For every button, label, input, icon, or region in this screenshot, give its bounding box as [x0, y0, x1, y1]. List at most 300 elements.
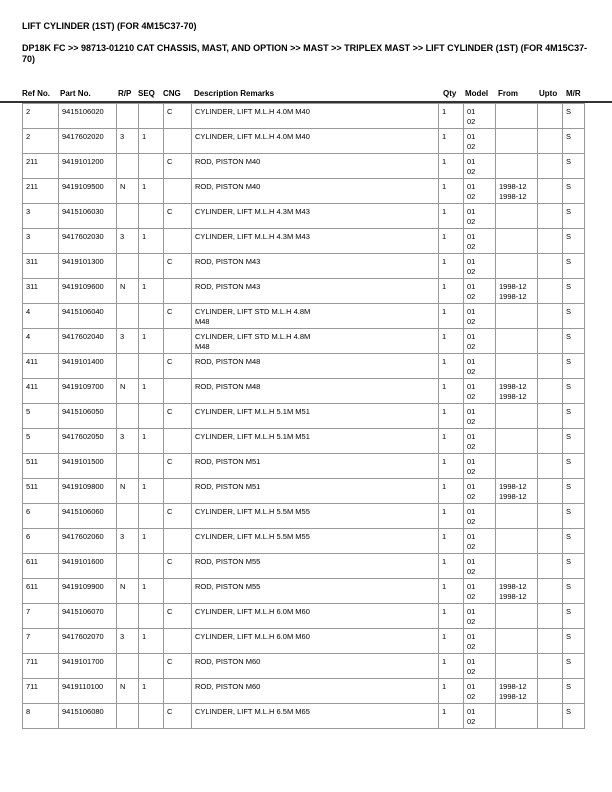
cell-seq: 1	[139, 129, 164, 154]
cell-description: CYLINDER, LIFT M.L.H 5.5M M55	[192, 529, 439, 554]
cell-model: 01 02	[464, 454, 496, 479]
cell-qty: 1	[439, 704, 464, 729]
cell-upto	[538, 254, 563, 279]
cell-seq: 1	[139, 629, 164, 654]
cell-from: 1998-12 1998-12	[496, 479, 538, 504]
cell-rp	[117, 704, 139, 729]
cell-ref-no: 511	[23, 454, 59, 479]
cell-part-no: 9419109800	[59, 479, 117, 504]
cell-mr: S	[563, 304, 585, 329]
table-row[interactable]	[23, 129, 585, 154]
cell-part-no: 9419109500	[59, 179, 117, 204]
cell-part-no: 9419101700	[59, 654, 117, 679]
cell-from: 1998-12 1998-12	[496, 179, 538, 204]
cell-description: CYLINDER, LIFT M.L.H 6.0M M60	[192, 604, 439, 629]
cell-ref-no: 711	[23, 679, 59, 704]
cell-cng	[164, 229, 192, 254]
cell-cng	[164, 429, 192, 454]
table-row[interactable]	[23, 279, 585, 304]
table-row[interactable]	[23, 379, 585, 404]
column-header-seq: SEQ	[138, 89, 155, 98]
cell-ref-no: 411	[23, 354, 59, 379]
cell-ref-no: 5	[23, 404, 59, 429]
cell-cng	[164, 329, 192, 354]
cell-part-no: 9415106020	[59, 104, 117, 129]
cell-seq: 1	[139, 529, 164, 554]
cell-description: CYLINDER, LIFT M.L.H 4.0M M40	[192, 104, 439, 129]
cell-ref-no: 3	[23, 229, 59, 254]
cell-upto	[538, 354, 563, 379]
cell-part-no: 9417602050	[59, 429, 117, 454]
cell-description: CYLINDER, LIFT STD M.L.H 4.8M M48	[192, 329, 439, 354]
cell-from	[496, 329, 538, 354]
cell-rp: N	[117, 379, 139, 404]
cell-from: 1998-12 1998-12	[496, 679, 538, 704]
cell-upto	[538, 379, 563, 404]
cell-mr: S	[563, 179, 585, 204]
cell-cng	[164, 579, 192, 604]
cell-part-no: 9417602020	[59, 129, 117, 154]
cell-part-no: 9415106040	[59, 304, 117, 329]
cell-part-no: 9415106070	[59, 604, 117, 629]
cell-qty: 1	[439, 679, 464, 704]
cell-mr: S	[563, 629, 585, 654]
cell-from	[496, 104, 538, 129]
cell-upto	[538, 154, 563, 179]
cell-qty: 1	[439, 354, 464, 379]
cell-description: ROD, PISTON M40	[192, 179, 439, 204]
cell-seq: 1	[139, 179, 164, 204]
table-row[interactable]	[23, 479, 585, 504]
cell-model: 01 02	[464, 579, 496, 604]
cell-qty: 1	[439, 104, 464, 129]
cell-cng: C	[164, 254, 192, 279]
table-row[interactable]	[23, 629, 585, 654]
cell-from	[496, 254, 538, 279]
cell-from	[496, 354, 538, 379]
cell-description: CYLINDER, LIFT M.L.H 6.5M M65	[192, 704, 439, 729]
cell-cng: C	[164, 104, 192, 129]
cell-description: ROD, PISTON M40	[192, 154, 439, 179]
cell-cng: C	[164, 354, 192, 379]
cell-upto	[538, 279, 563, 304]
table-row[interactable]	[23, 179, 585, 204]
cell-part-no: 9417602030	[59, 229, 117, 254]
cell-cng	[164, 129, 192, 154]
cell-mr: S	[563, 654, 585, 679]
cell-from	[496, 529, 538, 554]
cell-seq: 1	[139, 329, 164, 354]
cell-seq	[139, 354, 164, 379]
cell-mr: S	[563, 254, 585, 279]
cell-upto	[538, 679, 563, 704]
cell-seq	[139, 704, 164, 729]
cell-seq	[139, 154, 164, 179]
cell-upto	[538, 604, 563, 629]
cell-description: ROD, PISTON M51	[192, 454, 439, 479]
cell-part-no: 9419101300	[59, 254, 117, 279]
cell-description: CYLINDER, LIFT M.L.H 4.3M M43	[192, 204, 439, 229]
cell-seq: 1	[139, 229, 164, 254]
cell-upto	[538, 629, 563, 654]
cell-rp: 3	[117, 129, 139, 154]
cell-model: 01 02	[464, 304, 496, 329]
cell-rp	[117, 304, 139, 329]
cell-part-no: 9417602040	[59, 329, 117, 354]
cell-ref-no: 2	[23, 129, 59, 154]
table-row[interactable]	[23, 554, 585, 579]
cell-qty: 1	[439, 404, 464, 429]
cell-from	[496, 404, 538, 429]
cell-mr: S	[563, 154, 585, 179]
cell-from	[496, 154, 538, 179]
cell-qty: 1	[439, 254, 464, 279]
cell-rp: N	[117, 479, 139, 504]
cell-ref-no: 311	[23, 254, 59, 279]
table-row[interactable]	[23, 704, 585, 729]
cell-mr: S	[563, 604, 585, 629]
cell-description: ROD, PISTON M55	[192, 579, 439, 604]
cell-rp	[117, 404, 139, 429]
cell-from	[496, 704, 538, 729]
cell-mr: S	[563, 354, 585, 379]
cell-rp: 3	[117, 429, 139, 454]
column-header-model: Model	[465, 89, 489, 98]
cell-seq: 1	[139, 579, 164, 604]
cell-ref-no: 6	[23, 529, 59, 554]
cell-model: 01 02	[464, 429, 496, 454]
cell-description: ROD, PISTON M48	[192, 354, 439, 379]
cell-seq	[139, 104, 164, 129]
cell-upto	[538, 204, 563, 229]
page-title: LIFT CYLINDER (1ST) (FOR 4M15C37-70)	[22, 21, 197, 31]
cell-model: 01 02	[464, 129, 496, 154]
cell-rp: 3	[117, 629, 139, 654]
cell-model: 01 02	[464, 204, 496, 229]
cell-ref-no: 311	[23, 279, 59, 304]
cell-ref-no: 3	[23, 204, 59, 229]
cell-rp	[117, 104, 139, 129]
cell-part-no: 9415106030	[59, 204, 117, 229]
table-row[interactable]	[23, 354, 585, 379]
cell-seq: 1	[139, 379, 164, 404]
cell-ref-no: 8	[23, 704, 59, 729]
cell-seq	[139, 254, 164, 279]
cell-model: 01 02	[464, 104, 496, 129]
cell-cng: C	[164, 654, 192, 679]
cell-model: 01 02	[464, 504, 496, 529]
cell-mr: S	[563, 679, 585, 704]
table-row[interactable]	[23, 204, 585, 229]
cell-ref-no: 2	[23, 104, 59, 129]
table-row[interactable]	[23, 604, 585, 629]
cell-part-no: 9419101400	[59, 354, 117, 379]
table-row[interactable]	[23, 679, 585, 704]
cell-description: CYLINDER, LIFT M.L.H 4.0M M40	[192, 129, 439, 154]
cell-mr: S	[563, 104, 585, 129]
cell-ref-no: 7	[23, 629, 59, 654]
cell-seq: 1	[139, 429, 164, 454]
cell-rp: 3	[117, 229, 139, 254]
cell-upto	[538, 529, 563, 554]
cell-ref-no: 411	[23, 379, 59, 404]
cell-cng	[164, 379, 192, 404]
cell-qty: 1	[439, 629, 464, 654]
cell-rp	[117, 454, 139, 479]
cell-ref-no: 5	[23, 429, 59, 454]
cell-mr: S	[563, 479, 585, 504]
cell-cng	[164, 629, 192, 654]
cell-upto	[538, 504, 563, 529]
cell-rp	[117, 154, 139, 179]
cell-seq	[139, 604, 164, 629]
cell-model: 01 02	[464, 554, 496, 579]
table-row[interactable]	[23, 104, 585, 129]
cell-model: 01 02	[464, 179, 496, 204]
cell-ref-no: 7	[23, 604, 59, 629]
table-row[interactable]	[23, 429, 585, 454]
cell-seq	[139, 654, 164, 679]
cell-qty: 1	[439, 529, 464, 554]
cell-upto	[538, 654, 563, 679]
cell-model: 01 02	[464, 604, 496, 629]
cell-ref-no: 611	[23, 579, 59, 604]
cell-from	[496, 504, 538, 529]
column-header-description: Description Remarks	[194, 89, 275, 98]
cell-model: 01 02	[464, 154, 496, 179]
cell-mr: S	[563, 379, 585, 404]
cell-qty: 1	[439, 179, 464, 204]
cell-cng	[164, 279, 192, 304]
cell-part-no: 9415106080	[59, 704, 117, 729]
cell-seq: 1	[139, 479, 164, 504]
cell-qty: 1	[439, 654, 464, 679]
cell-model: 01 02	[464, 529, 496, 554]
cell-ref-no: 611	[23, 554, 59, 579]
cell-qty: 1	[439, 204, 464, 229]
cell-model: 01 02	[464, 404, 496, 429]
cell-part-no: 9419101200	[59, 154, 117, 179]
cell-qty: 1	[439, 579, 464, 604]
cell-qty: 1	[439, 429, 464, 454]
cell-from	[496, 204, 538, 229]
column-header-part-no: Part No.	[60, 89, 91, 98]
cell-rp	[117, 554, 139, 579]
cell-part-no: 9417602060	[59, 529, 117, 554]
table-row[interactable]	[23, 404, 585, 429]
cell-qty: 1	[439, 304, 464, 329]
cell-rp: N	[117, 279, 139, 304]
table-row[interactable]	[23, 229, 585, 254]
cell-description: CYLINDER, LIFT M.L.H 5.5M M55	[192, 504, 439, 529]
cell-description: ROD, PISTON M60	[192, 679, 439, 704]
cell-upto	[538, 454, 563, 479]
cell-mr: S	[563, 504, 585, 529]
cell-cng: C	[164, 204, 192, 229]
cell-rp	[117, 604, 139, 629]
table-row[interactable]	[23, 254, 585, 279]
cell-cng: C	[164, 304, 192, 329]
cell-upto	[538, 404, 563, 429]
table-row[interactable]	[23, 529, 585, 554]
column-header-mr: M/R	[566, 89, 581, 98]
cell-model: 01 02	[464, 329, 496, 354]
cell-mr: S	[563, 404, 585, 429]
cell-seq	[139, 454, 164, 479]
cell-from	[496, 304, 538, 329]
cell-model: 01 02	[464, 629, 496, 654]
cell-seq: 1	[139, 279, 164, 304]
cell-cng: C	[164, 554, 192, 579]
cell-part-no: 9417602070	[59, 629, 117, 654]
cell-description: CYLINDER, LIFT STD M.L.H 4.8M M48	[192, 304, 439, 329]
table-row[interactable]	[23, 454, 585, 479]
column-header-cng: CNG	[163, 89, 181, 98]
cell-rp: N	[117, 179, 139, 204]
cell-model: 01 02	[464, 354, 496, 379]
cell-seq	[139, 204, 164, 229]
cell-mr: S	[563, 279, 585, 304]
cell-rp: N	[117, 579, 139, 604]
table-row[interactable]	[23, 654, 585, 679]
cell-mr: S	[563, 704, 585, 729]
cell-model: 01 02	[464, 379, 496, 404]
table-row[interactable]	[23, 579, 585, 604]
cell-cng	[164, 679, 192, 704]
cell-from: 1998-12 1998-12	[496, 379, 538, 404]
cell-mr: S	[563, 229, 585, 254]
column-header-from: From	[498, 89, 518, 98]
cell-description: CYLINDER, LIFT M.L.H 4.3M M43	[192, 229, 439, 254]
cell-description: ROD, PISTON M43	[192, 279, 439, 304]
cell-cng: C	[164, 454, 192, 479]
cell-ref-no: 6	[23, 504, 59, 529]
cell-from	[496, 629, 538, 654]
column-header-ref-no: Ref No.	[22, 89, 50, 98]
cell-model: 01 02	[464, 654, 496, 679]
cell-part-no: 9419101500	[59, 454, 117, 479]
cell-qty: 1	[439, 504, 464, 529]
cell-seq	[139, 504, 164, 529]
cell-ref-no: 4	[23, 304, 59, 329]
cell-from	[496, 229, 538, 254]
cell-qty: 1	[439, 604, 464, 629]
table-row[interactable]	[23, 304, 585, 329]
cell-model: 01 02	[464, 704, 496, 729]
cell-description: ROD, PISTON M51	[192, 479, 439, 504]
cell-qty: 1	[439, 279, 464, 304]
cell-from	[496, 654, 538, 679]
column-header-upto: Upto	[539, 89, 558, 98]
cell-description: CYLINDER, LIFT M.L.H 5.1M M51	[192, 429, 439, 454]
cell-rp	[117, 654, 139, 679]
cell-part-no: 9419109600	[59, 279, 117, 304]
cell-mr: S	[563, 579, 585, 604]
cell-cng: C	[164, 504, 192, 529]
cell-from	[496, 604, 538, 629]
cell-from	[496, 129, 538, 154]
cell-cng: C	[164, 154, 192, 179]
cell-upto	[538, 129, 563, 154]
cell-description: ROD, PISTON M60	[192, 654, 439, 679]
cell-from	[496, 454, 538, 479]
cell-upto	[538, 104, 563, 129]
cell-rp	[117, 204, 139, 229]
cell-seq	[139, 404, 164, 429]
column-header-qty: Qty	[443, 89, 457, 98]
cell-mr: S	[563, 454, 585, 479]
cell-upto	[538, 179, 563, 204]
cell-rp	[117, 504, 139, 529]
cell-rp	[117, 354, 139, 379]
cell-qty: 1	[439, 554, 464, 579]
cell-mr: S	[563, 329, 585, 354]
cell-description: CYLINDER, LIFT M.L.H 6.0M M60	[192, 629, 439, 654]
cell-upto	[538, 479, 563, 504]
breadcrumb: DP18K FC >> 98713-01210 CAT CHASSIS, MAST, AND OPTION >> MAST >> TRIPLEX MAST >> LIFT CYLINDER (1ST) (FOR 4M15C37-70)	[22, 43, 588, 64]
table-row[interactable]	[23, 329, 585, 354]
cell-seq: 1	[139, 679, 164, 704]
cell-part-no: 9419110100	[59, 679, 117, 704]
cell-ref-no: 511	[23, 479, 59, 504]
cell-upto	[538, 304, 563, 329]
table-row[interactable]	[23, 504, 585, 529]
cell-mr: S	[563, 554, 585, 579]
cell-upto	[538, 429, 563, 454]
cell-model: 01 02	[464, 279, 496, 304]
cell-upto	[538, 329, 563, 354]
cell-upto	[538, 579, 563, 604]
cell-qty: 1	[439, 454, 464, 479]
cell-cng: C	[164, 704, 192, 729]
cell-model: 01 02	[464, 254, 496, 279]
cell-from	[496, 429, 538, 454]
cell-ref-no: 711	[23, 654, 59, 679]
cell-qty: 1	[439, 479, 464, 504]
cell-qty: 1	[439, 379, 464, 404]
cell-upto	[538, 554, 563, 579]
cell-seq	[139, 554, 164, 579]
cell-part-no: 9415106050	[59, 404, 117, 429]
cell-rp: 3	[117, 329, 139, 354]
cell-qty: 1	[439, 229, 464, 254]
cell-part-no: 9415106060	[59, 504, 117, 529]
cell-part-no: 9419101600	[59, 554, 117, 579]
cell-model: 01 02	[464, 479, 496, 504]
cell-cng	[164, 529, 192, 554]
cell-mr: S	[563, 204, 585, 229]
cell-from: 1998-12 1998-12	[496, 579, 538, 604]
cell-mr: S	[563, 129, 585, 154]
cell-ref-no: 211	[23, 179, 59, 204]
table-row[interactable]	[23, 154, 585, 179]
cell-model: 01 02	[464, 679, 496, 704]
cell-cng	[164, 479, 192, 504]
cell-cng: C	[164, 404, 192, 429]
cell-qty: 1	[439, 154, 464, 179]
cell-description: ROD, PISTON M55	[192, 554, 439, 579]
cell-cng	[164, 179, 192, 204]
column-header-rp: R/P	[118, 89, 132, 98]
cell-description: ROD, PISTON M43	[192, 254, 439, 279]
cell-part-no: 9419109700	[59, 379, 117, 404]
cell-model: 01 02	[464, 229, 496, 254]
parts-table	[22, 103, 585, 729]
cell-description: CYLINDER, LIFT M.L.H 5.1M M51	[192, 404, 439, 429]
cell-qty: 1	[439, 329, 464, 354]
cell-from	[496, 554, 538, 579]
cell-rp: 3	[117, 529, 139, 554]
